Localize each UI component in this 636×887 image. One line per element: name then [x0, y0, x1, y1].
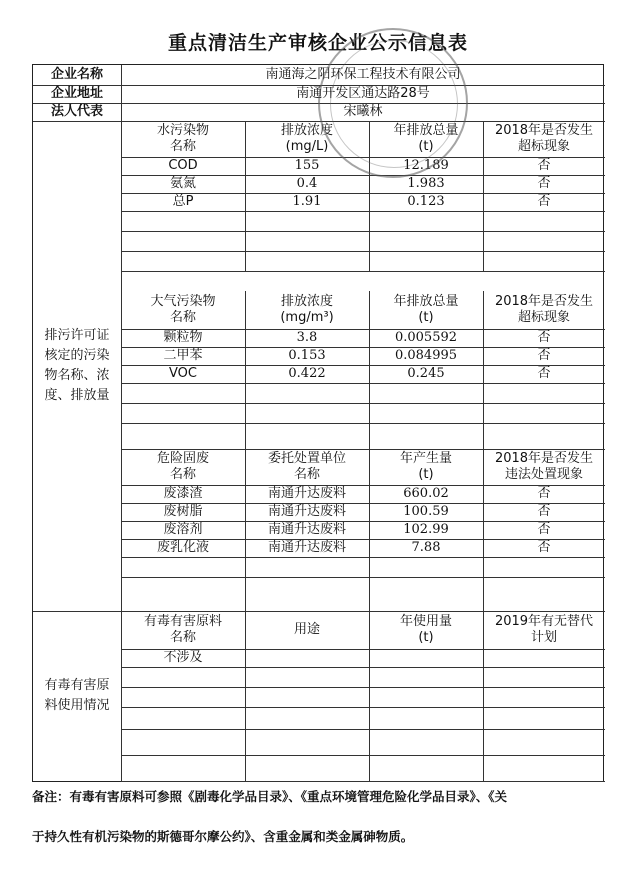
waste-cell-2-1: 南通升达废料: [267, 522, 346, 537]
note-line-2: 于持久性有机污染物的斯德哥尔摩公约》、含重金属和类金属砷物质。: [32, 829, 414, 844]
air-header-0: 大气污染物 名称: [150, 294, 216, 325]
water-cell-1-0: 氨氮: [169, 176, 196, 191]
permit-section-label: 排污许可证 核定的污染 物名称、浓 度、排放量: [44, 328, 110, 403]
waste-cell-0-0: 废漆渣: [163, 486, 203, 501]
waste-cell-3-0: 废乳化液: [156, 540, 209, 555]
air-cell-2-2: 0.245: [407, 366, 445, 381]
air-cell-0-0: 颗粒物: [163, 330, 203, 345]
toxic-cell-0-2: [369, 649, 483, 667]
air-cell-1-3: 否: [537, 348, 551, 363]
toxic-header-2: 年使用量 (t): [399, 614, 452, 645]
toxic-section-label: 有毒有害原 料使用情况: [44, 678, 110, 713]
waste-cell-3-2: 7.88: [411, 540, 441, 555]
waste-cell-1-2: 100.59: [403, 504, 449, 519]
waste-cell-2-3: 否: [537, 522, 551, 537]
air-header-1: 排放浓度 (mg/m³): [280, 294, 334, 325]
water-cell-2-1: 1.91: [292, 194, 322, 209]
water-cell-1-3: 否: [537, 176, 551, 191]
waste-header-1: 委托处置单位 名称: [267, 451, 346, 482]
water-cell-0-3: 否: [537, 158, 551, 173]
air-cell-2-0: VOC: [169, 366, 197, 381]
waste-cell-3-1: 南通升达废料: [267, 540, 346, 555]
water-header-3: 2018年是否发生 超标现象: [494, 123, 594, 154]
company-address-label: 企业地址: [50, 86, 103, 101]
company-address-value: 南通开发区通达路28号: [296, 86, 430, 101]
water-header-0: 水污染物 名称: [156, 123, 209, 154]
waste-cell-3-3: 否: [537, 540, 551, 555]
water-cell-2-2: 0.123: [407, 194, 445, 209]
water-cell-2-3: 否: [537, 194, 551, 209]
air-cell-1-1: 0.153: [288, 348, 326, 363]
air-cell-1-0: 二甲苯: [163, 348, 203, 363]
toxic-cell-0-0: 不涉及: [163, 650, 203, 665]
waste-cell-0-1: 南通升达废料: [267, 486, 346, 501]
toxic-cell-0-3: [483, 649, 605, 667]
air-cell-2-1: 0.422: [288, 366, 326, 381]
water-cell-0-1: 155: [294, 158, 320, 173]
toxic-header-0: 有毒有害原料 名称: [143, 614, 222, 645]
air-cell-2-3: 否: [537, 366, 551, 381]
air-cell-0-1: 3.8: [296, 330, 318, 345]
water-cell-0-2: 12.189: [403, 158, 449, 173]
waste-header-3: 2018年是否发生 违法处置现象: [494, 451, 594, 482]
company-name-label: 企业名称: [50, 67, 103, 82]
toxic-header-3: 2019年有无替代 计划: [494, 614, 594, 645]
water-cell-1-2: 1.983: [407, 176, 445, 191]
air-cell-0-2: 0.005592: [394, 330, 458, 345]
note-line-1: 备注：有毒有害原料可参照《剧毒化学品目录》、《重点环境管理危险化学品目录》、《关: [32, 789, 508, 804]
waste-cell-0-3: 否: [537, 486, 551, 501]
waste-cell-2-0: 废溶剂: [163, 522, 203, 537]
water-header-1: 排放浓度 (mg/L): [280, 123, 333, 154]
waste-cell-2-2: 102.99: [403, 522, 449, 537]
water-cell-0-0: COD: [168, 158, 198, 173]
water-header-2: 年排放总量 (t): [393, 123, 459, 154]
info-table: [32, 64, 604, 782]
air-cell-0-3: 否: [537, 330, 551, 345]
page-title: 重点清洁生产审核企业公示信息表: [167, 32, 468, 54]
waste-header-0: 危险固废 名称: [156, 451, 209, 482]
legal-rep-label: 法人代表: [50, 104, 103, 119]
waste-cell-0-2: 660.02: [403, 486, 449, 501]
waste-cell-1-1: 南通升达废料: [267, 504, 346, 519]
company-name-value: 南通海之阳环保工程技术有限公司: [265, 67, 461, 82]
waste-cell-1-3: 否: [537, 504, 551, 519]
toxic-header-1: 用途: [293, 622, 320, 637]
waste-cell-1-0: 废树脂: [163, 504, 203, 519]
water-cell-2-0: 总P: [172, 194, 194, 209]
toxic-cell-0-1: [245, 649, 369, 667]
legal-rep-value: 宋曦林: [343, 104, 383, 119]
air-header-2: 年排放总量 (t): [393, 294, 459, 325]
air-cell-1-2: 0.084995: [394, 348, 458, 363]
waste-header-2: 年产生量 (t): [399, 451, 452, 482]
water-cell-1-1: 0.4: [296, 176, 318, 191]
air-header-3: 2018年是否发生 超标现象: [494, 294, 594, 325]
